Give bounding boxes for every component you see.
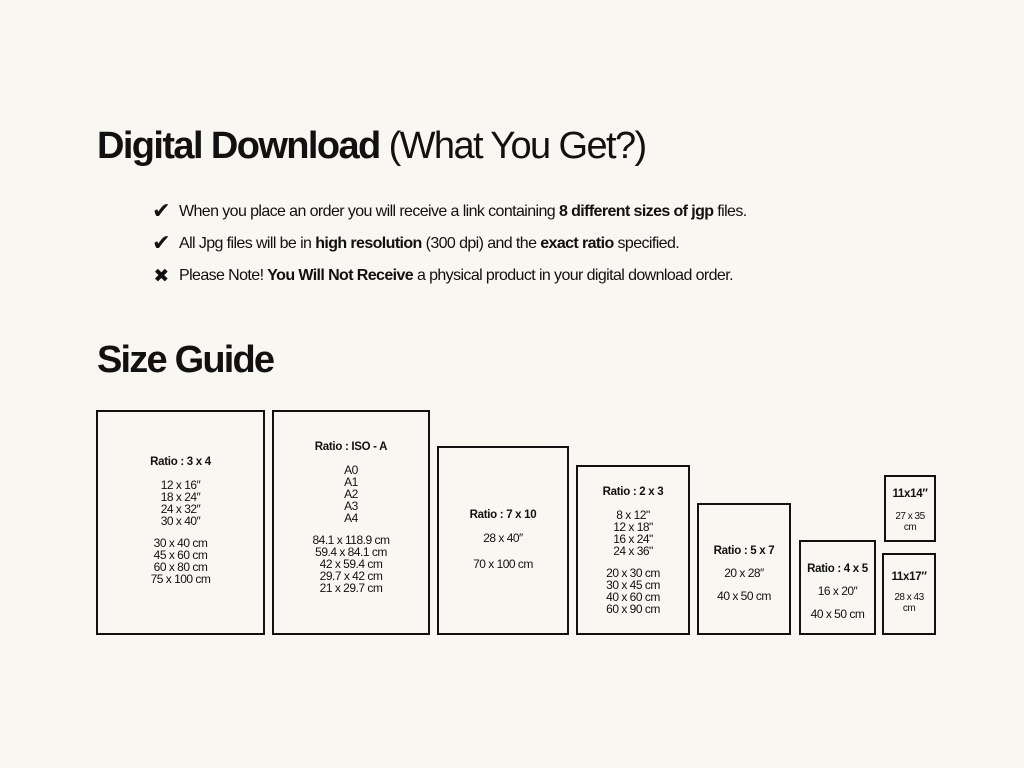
ratio-label: 11x17″ (891, 571, 927, 583)
size-guide-heading: Size Guide (97, 339, 274, 381)
size-inches: 30 x 40″ (160, 514, 201, 528)
size-inches: 8 x 12" (616, 508, 650, 522)
ratio-label: Ratio : 2 x 3 (602, 486, 664, 498)
size-cm: 21 x 29.7 cm (319, 581, 383, 595)
ratio-label: Ratio : 7 x 10 (469, 509, 537, 521)
size-cm: 42 x 59.4 cm (319, 557, 383, 571)
ratio-label: Ratio : 4 x 5 (807, 563, 868, 575)
title-strong: Digital Download (97, 125, 380, 167)
check-icon: ✔ (152, 231, 170, 256)
ratio-label: Ratio : ISO - A (314, 441, 388, 453)
size-cm-unit: cm (903, 522, 917, 533)
size-cm: 84.1 x 118.9 cm (312, 533, 390, 547)
size-paper: A2 (344, 487, 358, 501)
ratio-label: Ratio : 5 x 7 (713, 545, 775, 557)
size-cm-unit: cm (902, 603, 916, 614)
size-cm: 28 x 43 (894, 592, 924, 603)
size-cm: 30 x 40 cm (153, 536, 208, 550)
size-cm: 27 x 35 (895, 511, 925, 522)
size-inches: 18 x 24″ (160, 490, 201, 504)
size-paper: A4 (344, 511, 358, 525)
size-cm: 59.4 x 84.1 cm (315, 545, 387, 559)
size-card-7x10 (437, 446, 569, 635)
size-inches: 20 x 28″ (724, 566, 764, 580)
size-card-3x4 (96, 410, 265, 635)
size-cm: 30 x 45 cm (606, 578, 660, 592)
size-cm: 40 x 60 cm (606, 590, 660, 604)
list-item: ✖ Please Note! You Will Not Receive a physical product in your digital download order. (148, 260, 747, 292)
size-inches: 24 x 32″ (160, 502, 201, 516)
size-cm: 29.7 x 42 cm (319, 569, 383, 583)
check-icon: ✔ (152, 199, 170, 224)
size-inches: 28 x 40″ (483, 531, 523, 545)
size-card-iso-a (272, 410, 430, 635)
feature-list (148, 196, 747, 292)
size-inches: 16 x 24" (613, 532, 653, 546)
ratio-label: 11x14″ (892, 488, 928, 500)
ratio-label: Ratio : 3 x 4 (150, 456, 211, 468)
size-inches: 16 x 20″ (817, 584, 858, 598)
size-inches: 12 x 16″ (160, 478, 201, 492)
size-cm: 40 x 50 cm (810, 607, 865, 621)
size-cm: 70 x 100 cm (473, 557, 533, 571)
size-card-2x3 (576, 465, 690, 635)
size-paper: A1 (344, 475, 358, 489)
list-item: ✔ All Jpg files will be in high resolution (300 dpi) and the exact ratio specified. (148, 228, 747, 260)
size-paper: A0 (344, 463, 358, 477)
size-card-11x14 (884, 475, 936, 542)
size-inches: 12 x 18" (613, 520, 653, 534)
size-cm: 40 x 50 cm (717, 589, 771, 603)
size-card-4x5 (799, 540, 876, 635)
size-inches: 24 x 36" (613, 544, 653, 558)
size-card-5x7 (697, 503, 791, 635)
page-title (97, 118, 646, 174)
size-cm: 45 x 60 cm (153, 548, 208, 562)
size-cm: 60 x 80 cm (153, 560, 208, 574)
cross-icon: ✖ (153, 265, 169, 287)
size-card-11x17 (882, 553, 936, 635)
list-item: ✔ When you place an order you will receive a link containing 8 different sizes of jgp files. (148, 196, 747, 228)
size-cm: 75 x 100 cm (150, 572, 211, 586)
size-cm: 60 x 90 cm (606, 602, 660, 616)
title-light: (What You Get?) (388, 125, 646, 167)
size-paper: A3 (344, 499, 358, 513)
size-cm: 20 x 30 cm (606, 566, 660, 580)
